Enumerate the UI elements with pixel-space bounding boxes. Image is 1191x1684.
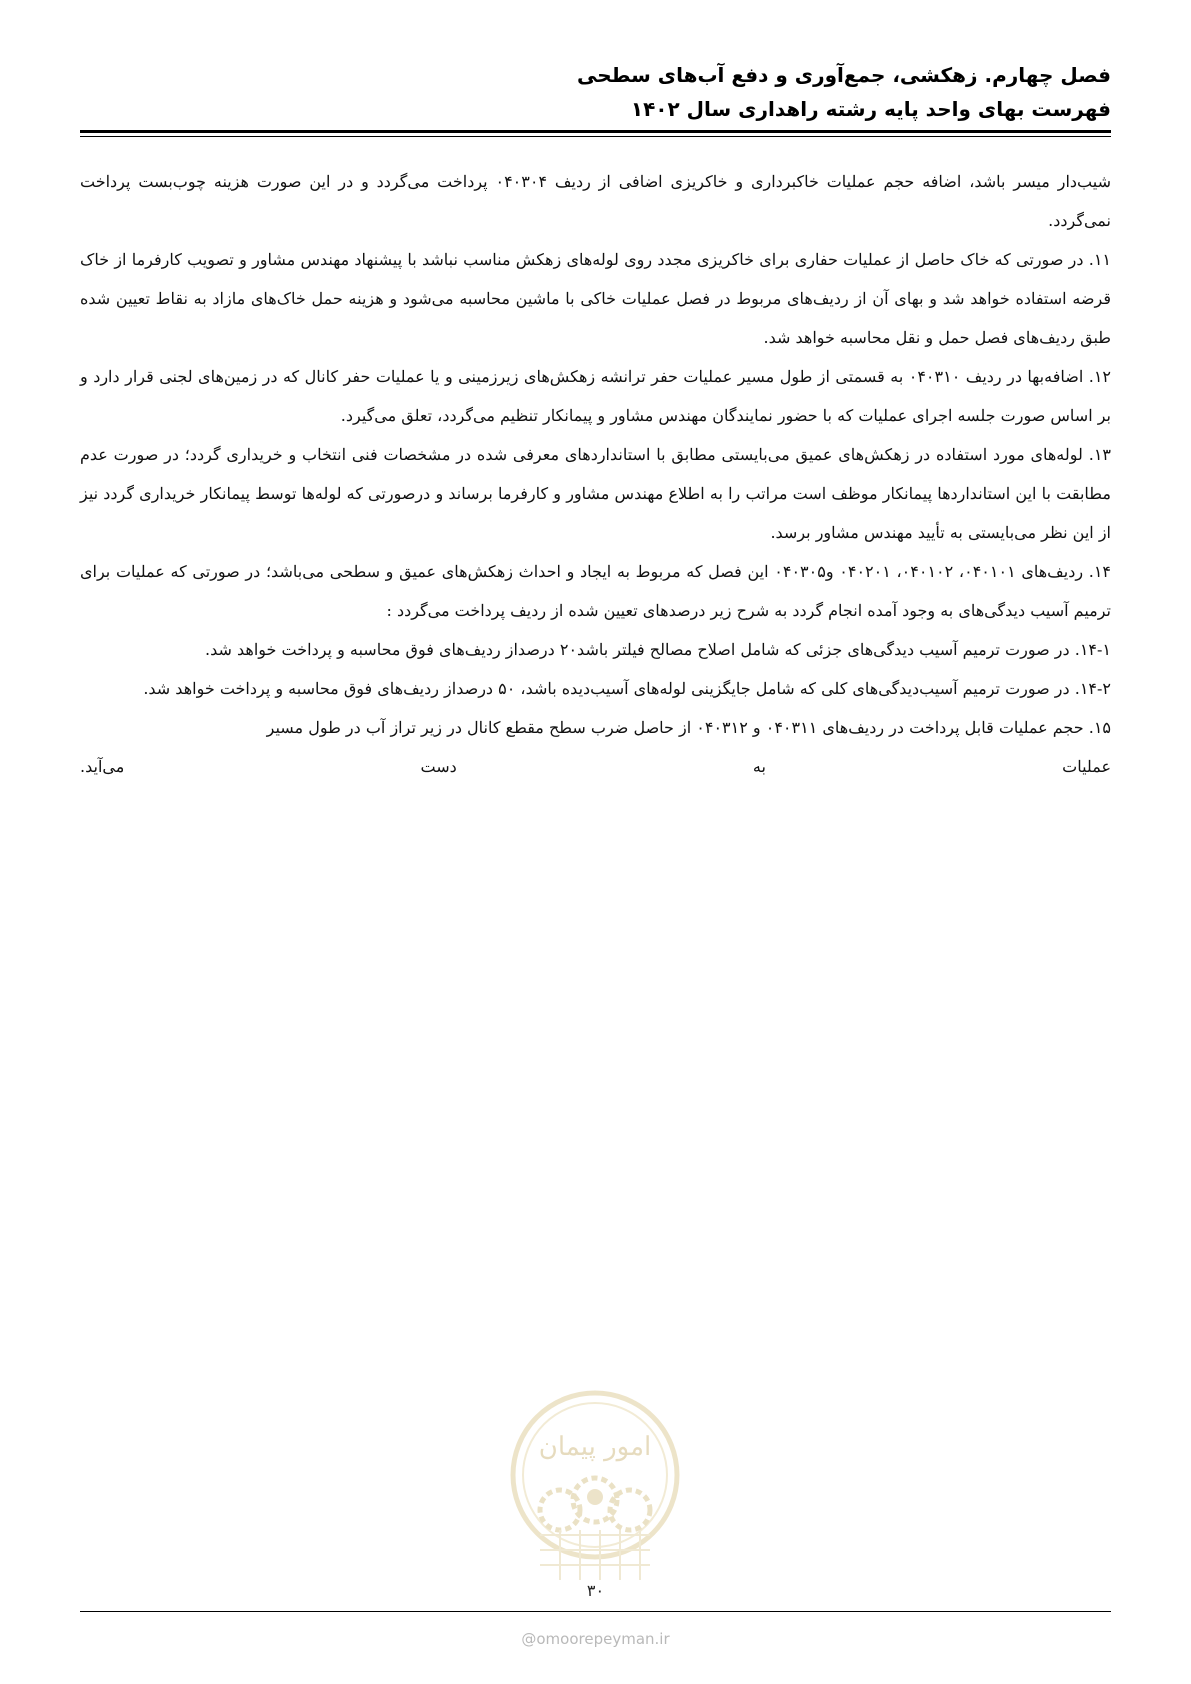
watermark-logo-icon [505, 1385, 685, 1610]
paragraph-13: ۱۳. لوله‌های مورد استفاده در زهکش‌های عمیق می‌بایستی مطابق با استانداردهای معرفی شده در مشخصات فنی انتخاب و خریداری گردد؛ در صورت عدم مطابقت با این استانداردها پیمانکار موظف است مراتب را به اطلاع مهندس مشاور و کارفرما برساند و درصورتی که لوله‌ها توسط پیمانکار خریداری گردد نیز از این نظر می‌بایستی به تأیید مهندس مشاور برسد. [80, 445, 1111, 542]
body-text [80, 162, 1111, 786]
word: می‌آید. [80, 757, 125, 776]
header-divider-thin [80, 136, 1111, 137]
paragraph-12: ۱۲. اضافه‌بها در ردیف ۰۴۰۳۱۰ به قسمتی از طول مسیر عملیات حفر ترانشه زهکش‌های زیرزمینی و یا عملیات حفر کانال که در زمین‌های لجنی قرار دارد و بر اساس صورت جلسه اجرای عملیات که با حضور نمایندگان مهندس مشاور و پیمانکار تنظیم می‌گردد، تعلق می‌گیرد. [80, 367, 1111, 425]
document-title: فهرست بهای واحد پایه رشته راهداری سال ۱۴۰۲ [630, 97, 1111, 121]
page-number: ۳۰ [586, 1581, 605, 1600]
word: به [752, 757, 766, 776]
footer-divider [80, 1611, 1111, 1612]
svg-text:امور پیمان: امور پیمان [538, 1432, 652, 1462]
paragraph-14: ۱۴. ردیف‌های ۰۴۰۱۰۱، ۰۴۰۱۰۲، ۰۴۰۲۰۱ و۰۴۰۳۰۵ این فصل که مربوط به ایجاد و احداث زهکش‌های عمیق و سطحی می‌باشد؛ در صورتی که عملیات برای ترمیم آسیب دیدگی‌های به وجود آمده انجام گردد به شرح زیر درصدهای تعیین شده از ردیف پرداخت می‌گردد : [80, 562, 1112, 620]
paragraph-15: ۱۵. حجم عملیات قابل پرداخت در ردیف‌های ۰۴۰۳۱۱ و ۰۴۰۳۱۲ از حاصل ضرب سطح مقطع کانال در زیر تراز آب در طول مسیر [266, 718, 1111, 737]
header-divider-thick [80, 130, 1111, 133]
word: عملیات [1062, 757, 1111, 776]
paragraph-15-last-line [80, 747, 1111, 786]
chapter-title: فصل چهارم. زهکشی، جمع‌آوری و دفع آب‌های سطحی [576, 63, 1111, 87]
page-header [80, 58, 1111, 126]
word: دست [420, 757, 457, 776]
paragraph-14-1: ۱۴-۱. در صورت ترمیم آسیب دیدگی‌های جزئی که شامل اصلاح مصالح فیلتر باشد۲۰ درصداز ردیف‌های فوق محاسبه و پرداخت خواهد شد. [205, 640, 1111, 659]
paragraph-continuation: شیب‌دار میسر باشد، اضافه حجم عملیات خاکبرداری و خاکریزی اضافی از ردیف ۰۴۰۳۰۴ پرداخت می‌گردد و در این صورت هزینه چوب‌بست پرداخت نمی‌گردد. [80, 172, 1111, 230]
footer-website: @omoorepeyman.ir [521, 1630, 670, 1648]
paragraph-14-2: ۱۴-۲. در صورت ترمیم آسیب‌دیدگی‌های کلی که شامل جایگزینی لوله‌های آسیب‌دیده باشد، ۵۰ درصداز ردیف‌های فوق محاسبه و پرداخت خواهد شد. [143, 679, 1111, 698]
paragraph-11: ۱۱. در صورتی که خاک حاصل از عملیات حفاری برای خاکریزی مجدد روی لوله‌های زهکش مناسب نباشد با پیشنهاد مهندس مشاور و تصویب کارفرما از خاک قرضه استفاده خواهد شد و بهای آن از ردیف‌های مربوط در فصل عملیات خاکی با ماشین محاسبه می‌شود و هزینه حمل خاک‌های مازاد به نقاط تعیین شده طبق ردیف‌های فصل حمل و نقل محاسبه خواهد شد. [80, 250, 1111, 347]
